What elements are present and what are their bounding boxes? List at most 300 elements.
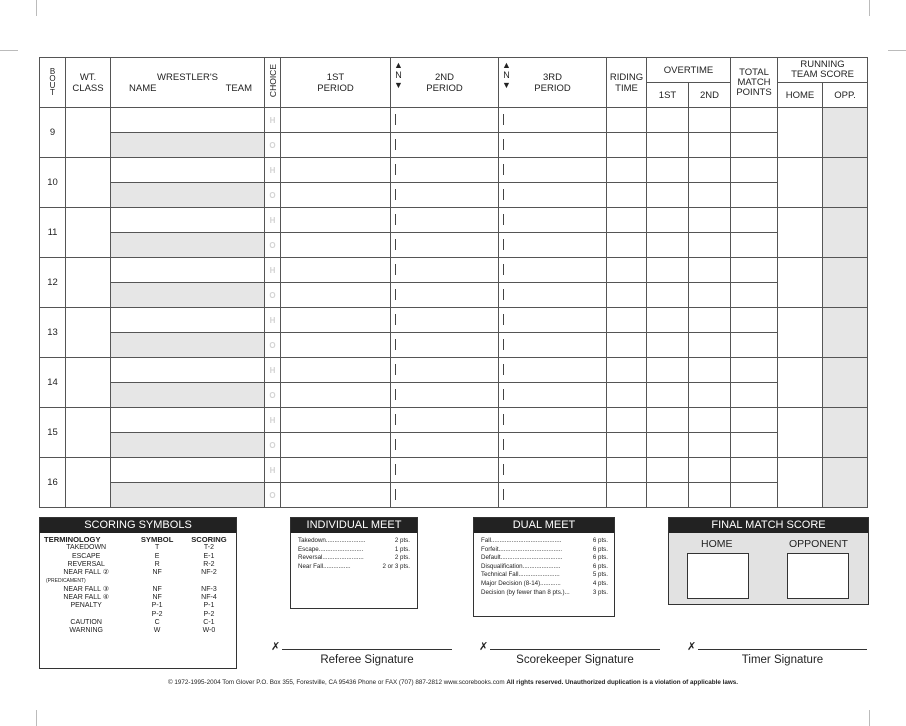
overtime-2nd-cell[interactable] bbox=[689, 133, 731, 158]
period1-cell[interactable] bbox=[281, 108, 391, 133]
period2-cell[interactable] bbox=[391, 283, 499, 308]
choice-mark: H bbox=[269, 315, 276, 325]
choice-cell[interactable] bbox=[265, 458, 281, 483]
overtime-2nd-cell[interactable] bbox=[689, 383, 731, 408]
total-points-cell[interactable] bbox=[731, 258, 778, 283]
choice-mark: H bbox=[269, 115, 276, 125]
weight-class-cell[interactable] bbox=[66, 108, 111, 158]
opp-score-cell[interactable] bbox=[823, 108, 868, 158]
scorekeeper-x-mark: ✗ bbox=[479, 641, 489, 653]
divider-tick bbox=[395, 339, 396, 350]
bout-number: 13 bbox=[40, 308, 66, 358]
individual-meet-row: Near Fall................ 2 or 3 pts. bbox=[298, 562, 410, 570]
period2-cell[interactable] bbox=[391, 208, 499, 233]
scoring-cell: (PREDICAMENT) bbox=[46, 578, 86, 585]
choice-cell[interactable] bbox=[265, 158, 281, 183]
divider-tick bbox=[503, 439, 504, 450]
choice-mark: H bbox=[269, 415, 276, 425]
home-score-cell[interactable] bbox=[778, 258, 823, 308]
scoring-cell: TAKEDOWN bbox=[66, 544, 107, 552]
referee-signature-line[interactable] bbox=[282, 649, 452, 650]
total-points-cell[interactable] bbox=[731, 383, 778, 408]
scoring-symbols-box bbox=[39, 517, 237, 669]
period3-cell[interactable] bbox=[499, 283, 607, 308]
bout-row bbox=[40, 108, 868, 133]
overtime-1st-header: 1ST bbox=[647, 83, 689, 108]
dual-meet-row: Default.................................... 6 pts. bbox=[481, 554, 608, 562]
period3-cell[interactable] bbox=[499, 408, 607, 433]
weight-class-cell[interactable] bbox=[66, 458, 111, 508]
individual-meet-row: Reversal........................ 2 pts. bbox=[298, 554, 410, 562]
scoring-cell: NF bbox=[152, 585, 162, 593]
wrestler-cell[interactable] bbox=[111, 458, 265, 483]
choice-mark: O bbox=[269, 340, 276, 350]
home-score-cell[interactable] bbox=[778, 208, 823, 258]
overtime-1st-cell[interactable] bbox=[647, 258, 689, 283]
choice-mark: H bbox=[269, 265, 276, 275]
total-points-cell[interactable] bbox=[731, 158, 778, 183]
period1-cell[interactable] bbox=[281, 483, 391, 508]
divider-tick bbox=[395, 439, 396, 450]
scoring-cell: PENALTY bbox=[70, 602, 102, 610]
scoring-cell: NEAR FALL ④ bbox=[63, 594, 110, 602]
bout-row bbox=[40, 333, 868, 358]
period3-header: ▲ N ▼ 3RD PERIOD bbox=[499, 58, 607, 108]
period3-cell[interactable] bbox=[499, 433, 607, 458]
choice-cell[interactable] bbox=[265, 283, 281, 308]
scoring-cell: W bbox=[153, 627, 161, 635]
period2-cell[interactable] bbox=[391, 133, 499, 158]
riding-time-cell[interactable] bbox=[607, 358, 647, 383]
riding-time-cell[interactable] bbox=[607, 258, 647, 283]
overtime-2nd-cell[interactable] bbox=[689, 233, 731, 258]
final-match-score-box bbox=[668, 517, 869, 605]
period3-cell[interactable] bbox=[499, 208, 607, 233]
dual-meet-row: Decision (by fewer than 8 pts.)... 3 pts. bbox=[481, 588, 608, 596]
scoring-cell: NF bbox=[152, 594, 162, 602]
individual-meet-row: Escape.......................... 1 pts. bbox=[298, 545, 410, 553]
riding-time-cell[interactable] bbox=[607, 308, 647, 333]
dual-meet-row: Fall......................................... 6 pts. bbox=[481, 537, 608, 544]
scoring-row bbox=[40, 561, 236, 569]
riding-time-cell[interactable] bbox=[607, 333, 647, 358]
period1-cell[interactable] bbox=[281, 283, 391, 308]
wrestler-cell[interactable] bbox=[111, 433, 265, 458]
crop-mark-bottom-left bbox=[36, 710, 37, 726]
final-opponent-score-box[interactable] bbox=[787, 553, 849, 599]
bout-row bbox=[40, 458, 868, 483]
scoring-cell bbox=[182, 577, 236, 585]
crop-mark-top-right bbox=[888, 50, 906, 51]
divider-tick bbox=[503, 214, 504, 225]
bouts-body bbox=[40, 108, 868, 508]
bout-row bbox=[40, 383, 868, 408]
scoring-cell: NF-3 bbox=[201, 585, 217, 593]
referee-signature-label: Referee Signature bbox=[320, 654, 414, 666]
wrestler-cell[interactable] bbox=[111, 283, 265, 308]
period3-cell[interactable] bbox=[499, 158, 607, 183]
choice-mark: O bbox=[269, 190, 276, 200]
home-score-cell[interactable] bbox=[778, 158, 823, 208]
bout-header: BOUT bbox=[40, 58, 66, 108]
overtime-1st-cell[interactable] bbox=[647, 108, 689, 133]
divider-tick bbox=[395, 314, 396, 325]
scoring-row bbox=[40, 602, 236, 610]
scoring-cell: NF bbox=[152, 569, 162, 577]
total-points-cell[interactable] bbox=[731, 358, 778, 383]
total-points-cell[interactable] bbox=[731, 233, 778, 258]
wrestler-cell[interactable] bbox=[111, 233, 265, 258]
divider-tick bbox=[503, 339, 504, 350]
scoring-row bbox=[40, 594, 236, 602]
score-sheet-table bbox=[39, 57, 868, 508]
choice-cell[interactable] bbox=[265, 133, 281, 158]
bout-row bbox=[40, 433, 868, 458]
overtime-2nd-cell[interactable] bbox=[689, 458, 731, 483]
scoring-cell: P-2 bbox=[203, 610, 215, 618]
overtime-1st-cell[interactable] bbox=[647, 333, 689, 358]
overtime-2nd-cell[interactable] bbox=[689, 158, 731, 183]
wrestler-cell[interactable] bbox=[111, 183, 265, 208]
overtime-1st-cell[interactable] bbox=[647, 358, 689, 383]
opp-score-cell[interactable] bbox=[823, 208, 868, 258]
period3-cell[interactable] bbox=[499, 308, 607, 333]
overtime-1st-cell[interactable] bbox=[647, 233, 689, 258]
timer-signature-line[interactable] bbox=[698, 649, 867, 650]
scoring-col-header: SCORING bbox=[191, 535, 227, 544]
period3-cell[interactable] bbox=[499, 133, 607, 158]
divider-tick bbox=[503, 139, 504, 150]
period2-header: ▲ N ▼ 2ND PERIOD bbox=[391, 58, 499, 108]
overtime-1st-cell[interactable] bbox=[647, 133, 689, 158]
final-home-label: HOME bbox=[701, 538, 733, 550]
period1-cell[interactable] bbox=[281, 458, 391, 483]
overtime-header: OVERTIME bbox=[647, 58, 731, 83]
bout-number: 14 bbox=[40, 358, 66, 408]
overtime-1st-cell[interactable] bbox=[647, 283, 689, 308]
divider-tick bbox=[395, 464, 396, 475]
period2-cell[interactable] bbox=[391, 158, 499, 183]
period1-cell[interactable] bbox=[281, 358, 391, 383]
overtime-2nd-cell[interactable] bbox=[689, 183, 731, 208]
total-points-cell[interactable] bbox=[731, 483, 778, 508]
choice-mark: O bbox=[269, 440, 276, 450]
period3-cell[interactable] bbox=[499, 258, 607, 283]
bout-number: 10 bbox=[40, 158, 66, 208]
bout-row bbox=[40, 408, 868, 433]
timer-signature-label: Timer Signature bbox=[741, 654, 824, 666]
overtime-1st-cell[interactable] bbox=[647, 183, 689, 208]
overtime-2nd-cell[interactable] bbox=[689, 483, 731, 508]
overtime-1st-cell[interactable] bbox=[647, 433, 689, 458]
divider-tick bbox=[395, 264, 396, 275]
overtime-2nd-cell[interactable] bbox=[689, 208, 731, 233]
bout-row bbox=[40, 158, 868, 183]
opp-score-cell[interactable] bbox=[823, 158, 868, 208]
overtime-1st-cell[interactable] bbox=[647, 158, 689, 183]
period2-cell[interactable] bbox=[391, 308, 499, 333]
weight-class-cell[interactable] bbox=[66, 258, 111, 308]
period1-cell[interactable] bbox=[281, 433, 391, 458]
period1-cell[interactable] bbox=[281, 258, 391, 283]
referee-x-mark: ✗ bbox=[271, 641, 281, 653]
wrestler-cell[interactable] bbox=[111, 258, 265, 283]
weight-class-header: WT. CLASS bbox=[66, 58, 111, 108]
bout-row bbox=[40, 233, 868, 258]
period3-cell[interactable] bbox=[499, 233, 607, 258]
period3-cell[interactable] bbox=[499, 358, 607, 383]
scoring-cell: W-0 bbox=[202, 627, 216, 635]
bout-row bbox=[40, 133, 868, 158]
overtime-2nd-cell[interactable] bbox=[689, 283, 731, 308]
period2-cell[interactable] bbox=[391, 408, 499, 433]
period1-cell[interactable] bbox=[281, 133, 391, 158]
period1-cell[interactable] bbox=[281, 308, 391, 333]
choice-cell[interactable] bbox=[265, 258, 281, 283]
running-team-score-header: RUNNING TEAM SCORE bbox=[778, 58, 868, 83]
choice-cell[interactable] bbox=[265, 383, 281, 408]
total-points-cell[interactable] bbox=[731, 458, 778, 483]
riding-time-cell[interactable] bbox=[607, 283, 647, 308]
dual-meet-box bbox=[473, 517, 615, 617]
scorekeeper-signature-line[interactable] bbox=[490, 649, 660, 650]
overtime-2nd-cell[interactable] bbox=[689, 333, 731, 358]
weight-class-cell[interactable] bbox=[66, 308, 111, 358]
overtime-1st-cell[interactable] bbox=[647, 383, 689, 408]
riding-time-cell[interactable] bbox=[607, 383, 647, 408]
neutral-arrow-icon: ▲ N ▼ bbox=[394, 60, 403, 90]
period2-cell[interactable] bbox=[391, 433, 499, 458]
choice-cell[interactable] bbox=[265, 308, 281, 333]
crop-mark-top-left bbox=[0, 50, 18, 51]
final-opponent-label: OPPONENT bbox=[789, 538, 848, 550]
riding-time-cell[interactable] bbox=[607, 183, 647, 208]
dual-meet-row: Technical Fall........................ 5 pts. bbox=[481, 571, 608, 579]
wrestler-cell[interactable] bbox=[111, 408, 265, 433]
period1-cell[interactable] bbox=[281, 208, 391, 233]
divider-tick bbox=[503, 189, 504, 200]
period1-cell[interactable] bbox=[281, 183, 391, 208]
period1-cell[interactable] bbox=[281, 333, 391, 358]
weight-class-cell[interactable] bbox=[66, 358, 111, 408]
choice-cell[interactable] bbox=[265, 433, 281, 458]
divider-tick bbox=[395, 139, 396, 150]
weight-class-cell[interactable] bbox=[66, 408, 111, 458]
scoring-col-header: TERMINOLOGY bbox=[44, 535, 101, 544]
wrestler-cell[interactable] bbox=[111, 483, 265, 508]
wrestler-cell[interactable] bbox=[111, 358, 265, 383]
home-score-cell[interactable] bbox=[778, 358, 823, 408]
opp-score-cell[interactable] bbox=[823, 458, 868, 508]
home-score-cell[interactable] bbox=[778, 108, 823, 158]
dual-meet-row: Disqualification...................... 6 pts. bbox=[481, 562, 608, 570]
wrestler-cell[interactable] bbox=[111, 158, 265, 183]
period1-header: 1ST PERIOD bbox=[281, 58, 391, 108]
overtime-2nd-cell[interactable] bbox=[689, 358, 731, 383]
period2-cell[interactable] bbox=[391, 258, 499, 283]
divider-tick bbox=[503, 414, 504, 425]
divider-tick bbox=[503, 389, 504, 400]
divider-tick bbox=[395, 364, 396, 375]
choice-cell[interactable] bbox=[265, 108, 281, 133]
wrestlers-header: WRESTLER'S NAME TEAM bbox=[111, 58, 265, 108]
scoring-cell: C bbox=[154, 618, 160, 626]
overtime-1st-cell[interactable] bbox=[647, 208, 689, 233]
divider-tick bbox=[395, 164, 396, 175]
overtime-1st-cell[interactable] bbox=[647, 308, 689, 333]
scoring-cell: E-1 bbox=[203, 552, 215, 560]
scoring-row bbox=[40, 569, 236, 577]
bout-row bbox=[40, 183, 868, 208]
total-points-cell[interactable] bbox=[731, 133, 778, 158]
bout-row bbox=[40, 308, 868, 333]
overtime-2nd-cell[interactable] bbox=[689, 433, 731, 458]
scoring-cell: P-1 bbox=[151, 602, 163, 610]
wrestler-cell[interactable] bbox=[111, 108, 265, 133]
period3-cell[interactable] bbox=[499, 108, 607, 133]
period3-cell[interactable] bbox=[499, 483, 607, 508]
riding-time-cell[interactable] bbox=[607, 433, 647, 458]
opp-score-cell[interactable] bbox=[823, 408, 868, 458]
period2-cell[interactable] bbox=[391, 483, 499, 508]
period1-cell[interactable] bbox=[281, 233, 391, 258]
choice-cell[interactable] bbox=[265, 183, 281, 208]
final-home-score-box[interactable] bbox=[687, 553, 749, 599]
period2-cell[interactable] bbox=[391, 458, 499, 483]
riding-time-cell[interactable] bbox=[607, 133, 647, 158]
overtime-1st-cell[interactable] bbox=[647, 408, 689, 433]
period3-cell[interactable] bbox=[499, 333, 607, 358]
final-match-score-title: FINAL MATCH SCORE bbox=[669, 518, 868, 533]
period1-cell[interactable] bbox=[281, 408, 391, 433]
period3-cell[interactable] bbox=[499, 458, 607, 483]
riding-time-cell[interactable] bbox=[607, 208, 647, 233]
wrestler-cell[interactable] bbox=[111, 208, 265, 233]
period2-cell[interactable] bbox=[391, 233, 499, 258]
scoring-row bbox=[40, 586, 236, 594]
total-points-cell[interactable] bbox=[731, 183, 778, 208]
overtime-2nd-cell[interactable] bbox=[689, 408, 731, 433]
choice-cell[interactable] bbox=[265, 408, 281, 433]
total-points-cell[interactable] bbox=[731, 308, 778, 333]
home-score-cell[interactable] bbox=[778, 308, 823, 358]
bout-row bbox=[40, 283, 868, 308]
scoring-row bbox=[40, 627, 236, 635]
choice-mark: O bbox=[269, 140, 276, 150]
choice-cell[interactable] bbox=[265, 483, 281, 508]
period2-cell[interactable] bbox=[391, 383, 499, 408]
wrestler-cell[interactable] bbox=[111, 308, 265, 333]
wrestler-cell[interactable] bbox=[111, 383, 265, 408]
period3-cell[interactable] bbox=[499, 183, 607, 208]
scoring-cell: NF-2 bbox=[201, 569, 217, 577]
dual-meet-list bbox=[474, 533, 614, 597]
choice-mark: O bbox=[269, 390, 276, 400]
timer-x-mark: ✗ bbox=[687, 641, 697, 653]
total-points-cell[interactable] bbox=[731, 433, 778, 458]
total-points-cell[interactable] bbox=[731, 408, 778, 433]
scoring-cell: ESCAPE bbox=[71, 552, 101, 560]
period1-cell[interactable] bbox=[281, 158, 391, 183]
home-score-header: HOME bbox=[778, 83, 823, 108]
divider-tick bbox=[503, 489, 504, 500]
overtime-2nd-cell[interactable] bbox=[689, 308, 731, 333]
total-points-cell[interactable] bbox=[731, 333, 778, 358]
riding-time-cell[interactable] bbox=[607, 158, 647, 183]
choice-mark: O bbox=[269, 290, 276, 300]
divider-tick bbox=[503, 239, 504, 250]
period1-cell[interactable] bbox=[281, 383, 391, 408]
individual-meet-list bbox=[291, 533, 417, 571]
divider-tick bbox=[395, 114, 396, 125]
divider-tick bbox=[503, 464, 504, 475]
bout-row bbox=[40, 258, 868, 283]
riding-time-cell[interactable] bbox=[607, 233, 647, 258]
scorekeeper-signature-label: Scorekeeper Signature bbox=[516, 654, 634, 666]
wrestler-cell[interactable] bbox=[111, 333, 265, 358]
riding-time-cell[interactable] bbox=[607, 408, 647, 433]
divider-tick bbox=[395, 289, 396, 300]
overtime-1st-cell[interactable] bbox=[647, 483, 689, 508]
divider-tick bbox=[503, 289, 504, 300]
divider-tick bbox=[395, 489, 396, 500]
total-points-cell[interactable] bbox=[731, 283, 778, 308]
individual-meet-box bbox=[290, 517, 418, 609]
crop-mark-bottom-right bbox=[869, 710, 870, 726]
home-score-cell[interactable] bbox=[778, 458, 823, 508]
individual-meet-row: Takedown....................... 2 pts. bbox=[298, 537, 410, 544]
scoring-row bbox=[40, 544, 236, 552]
choice-mark: H bbox=[269, 165, 276, 175]
scoring-symbols-title: SCORING SYMBOLS bbox=[40, 518, 236, 533]
overtime-2nd-cell[interactable] bbox=[689, 258, 731, 283]
riding-time-cell[interactable] bbox=[607, 458, 647, 483]
home-score-cell[interactable] bbox=[778, 408, 823, 458]
period2-cell[interactable] bbox=[391, 358, 499, 383]
choice-cell[interactable] bbox=[265, 333, 281, 358]
divider-tick bbox=[503, 164, 504, 175]
overtime-1st-cell[interactable] bbox=[647, 458, 689, 483]
scoring-col-header: SYMBOL bbox=[140, 535, 174, 544]
riding-time-cell[interactable] bbox=[607, 483, 647, 508]
weight-class-cell[interactable] bbox=[66, 158, 111, 208]
choice-cell[interactable] bbox=[265, 208, 281, 233]
period2-cell[interactable] bbox=[391, 108, 499, 133]
period3-cell[interactable] bbox=[499, 383, 607, 408]
divider-tick bbox=[395, 239, 396, 250]
opp-score-cell[interactable] bbox=[823, 258, 868, 308]
scoring-row bbox=[40, 611, 236, 619]
choice-cell[interactable] bbox=[265, 358, 281, 383]
choice-cell[interactable] bbox=[265, 233, 281, 258]
wrestler-cell[interactable] bbox=[111, 133, 265, 158]
period2-cell[interactable] bbox=[391, 183, 499, 208]
scoring-cell: R bbox=[154, 560, 160, 568]
divider-tick bbox=[395, 414, 396, 425]
riding-time-cell[interactable] bbox=[607, 108, 647, 133]
opp-score-header: OPP. bbox=[823, 83, 868, 108]
total-points-cell[interactable] bbox=[731, 208, 778, 233]
opp-score-cell[interactable] bbox=[823, 358, 868, 408]
weight-class-cell[interactable] bbox=[66, 208, 111, 258]
scoring-cell: NEAR FALL ③ bbox=[63, 585, 110, 593]
overtime-2nd-cell[interactable] bbox=[689, 108, 731, 133]
divider-tick bbox=[503, 314, 504, 325]
opp-score-cell[interactable] bbox=[823, 308, 868, 358]
divider-tick bbox=[503, 364, 504, 375]
total-points-cell[interactable] bbox=[731, 108, 778, 133]
period2-cell[interactable] bbox=[391, 333, 499, 358]
